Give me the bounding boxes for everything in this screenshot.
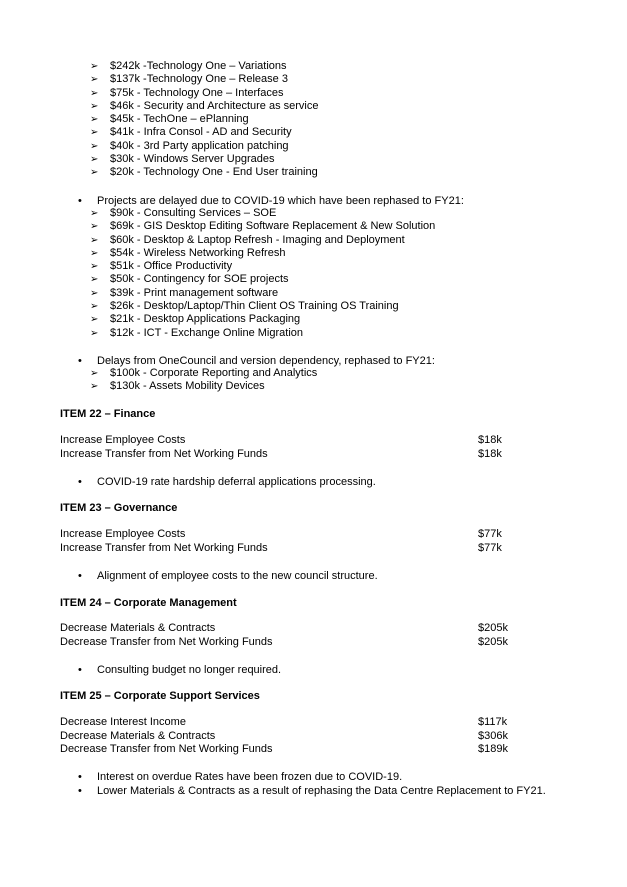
- arrow-bullet-icon: ➢: [90, 74, 99, 86]
- financial-row: Decrease Interest Income $117k: [60, 716, 508, 728]
- arrow-bullet-icon: ➢: [90, 140, 99, 152]
- arrow-bullet-icon: ➢: [90, 327, 99, 339]
- arrow-bullet-icon: ➢: [90, 247, 99, 259]
- arrow-bullet-icon: ➢: [90, 274, 99, 286]
- arrow-bullet-icon: ➢: [90, 127, 99, 139]
- arrow-bullet-icon: ➢: [90, 314, 99, 326]
- section-heading: ITEM 25 – Corporate Support Services: [60, 690, 260, 702]
- arrow-bullet-icon: ➢: [90, 208, 99, 219]
- bullet-dot-icon: •: [78, 355, 82, 367]
- arrow-bullet-icon: ➢: [90, 301, 99, 313]
- bullet-dot-icon: •: [78, 195, 82, 207]
- arrow-bullet-icon: ➢: [90, 368, 99, 379]
- bullet-dot-icon: •: [78, 785, 82, 797]
- financial-row: Decrease Transfer from Net Working Funds $189k: [60, 743, 508, 755]
- arrow-bullet-icon: ➢: [90, 61, 99, 72]
- section-heading: ITEM 23 – Governance: [60, 502, 178, 514]
- financial-row: Increase Transfer from Net Working Funds $18k: [60, 447, 502, 460]
- financial-row: Decrease Materials & Contracts $306k: [60, 729, 508, 742]
- section-heading: ITEM 24 – Corporate Management: [60, 597, 237, 609]
- arrow-bullet-icon: ➢: [90, 87, 99, 99]
- arrow-bullet-icon: ➢: [90, 167, 99, 179]
- bullet-dot-icon: •: [78, 570, 82, 582]
- bullet-dot-icon: •: [78, 664, 82, 676]
- arrow-bullet-icon: ➢: [90, 100, 99, 112]
- financial-row: Increase Employee Costs $18k: [60, 434, 502, 446]
- arrow-bullet-icon: ➢: [90, 381, 99, 393]
- arrow-bullet-icon: ➢: [90, 261, 99, 273]
- bullet-dot-icon: •: [78, 771, 82, 783]
- arrow-bullet-icon: ➢: [90, 234, 99, 246]
- financial-row: Decrease Materials & Contracts $205k: [60, 622, 508, 634]
- financial-row: Increase Employee Costs $77k: [60, 528, 502, 540]
- section-heading: ITEM 22 – Finance: [60, 408, 156, 420]
- arrow-bullet-icon: ➢: [90, 114, 99, 126]
- bullet-dot-icon: •: [78, 476, 82, 488]
- arrow-bullet-icon: ➢: [90, 287, 99, 299]
- document-page: ➢ $242k -Technology One – Variations ➢ $137k -Technology One – Release 3 ➢ $75k - Technology One – Interfaces ➢ $46k - Security and Architecture as service ➢ $45k - TechOne – ePlanning ➢ $41k - Infra Consol - AD and Security ➢ $40k - 3rd Party application patching ➢ $30k - Windows Server Upgrades ➢ $20k - Technology One - End User training • Projects are delayed due to COVID-19 which have been rephased to FY21: ➢ $90k - Consulting Services – SOE ➢ $69k - GIS Desktop Editing Software Replacement & New Solution ➢ $60k - Desktop & Laptop Refresh - Imaging and Deployment ➢ $54k - Wireless Networking Refresh ➢ $51k - Office Productivity ➢ $50k - Contingency for SOE projects ➢ $39k - Print management software ➢ $26k - Desktop/Laptop/Thin Client OS Training OS Training ➢ $21k - Desktop Applications Packaging ➢ $12k - ICT - Exchange Online Migration • Delays from OneCouncil and version dependency, rephased to FY21: ➢ $100k - Corporate Reporting and Analytics ➢ $130k - Assets Mobility Devices ITEM 22 – Finance Increase Employee Costs $18k Increase Transfer from Net Working Funds $18k • COVID-19 rate hardship deferral applications processing. ITEM 23 – Governance Increase Employee Costs $77k Increase Transfer from Net Working Funds $77k • Alignment of employee costs to the new council structure. ITEM 24 – Corporate Management Decrease Materials & Contracts $205k Decrease Transfer from Net Working Funds $205k • Consulting budget no longer required. ITEM 25 – Corporate Support Services Decrease Interest Income $117k Decrease Materials & Contracts $306k Decrease Transfer from Net Working Funds $189k • Interest on overdue Rates have been frozen due to COVID-19. • Lower Materials & Contracts as a result of rephasing the Data Centre Replacement to FY21.: [60, 60, 546, 797]
- financial-row: Increase Transfer from Net Working Funds $77k: [60, 541, 502, 554]
- arrow-bullet-icon: ➢: [90, 154, 99, 166]
- financial-row: Decrease Transfer from Net Working Funds $205k: [60, 635, 508, 648]
- arrow-bullet-icon: ➢: [90, 221, 99, 233]
